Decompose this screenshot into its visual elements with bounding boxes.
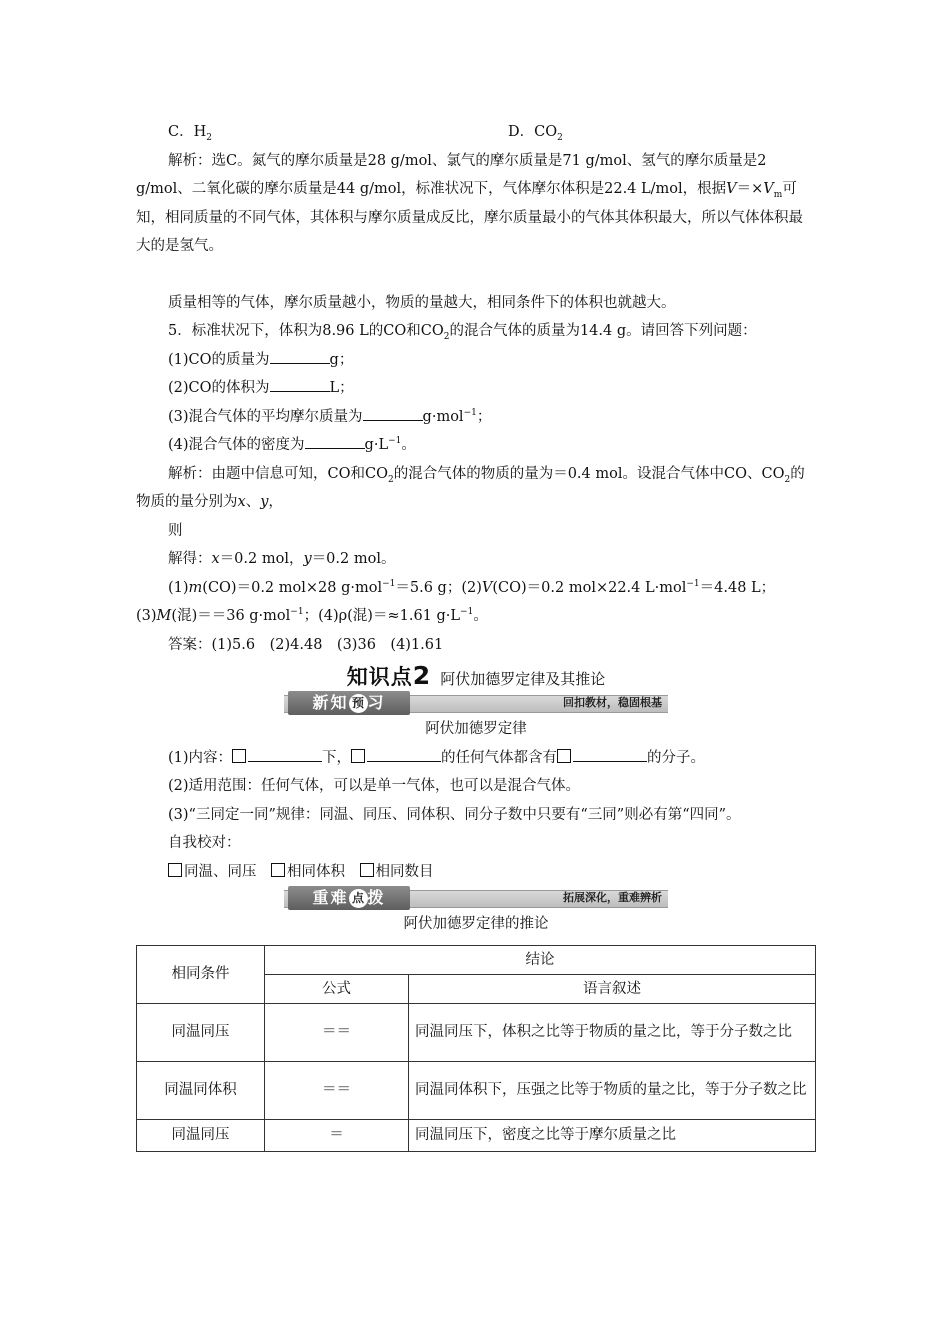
options-row [136,118,816,147]
q5-part-2: (2)CO的体积为 L； [136,374,816,403]
knowledge-point-label: 知识点 [346,665,413,689]
banner-tag: 新知 预 习 [288,691,410,715]
q5-part-4: (4)混合气体的密度为 $g\cdot L^{-1}$。 [136,431,816,460]
law-scope: (2)适用范围：任何气体，可以是单一气体，也可以是混合气体。 [168,778,581,794]
section-banner-preview [284,691,668,715]
note-text: 质量相等的气体，摩尔质量越小，物质的量越大，相同条件下的体积也就越大。 [168,294,676,311]
answer-blank[interactable] [367,747,441,762]
q5-part-1: (1)CO的质量为 g； [136,346,816,375]
knowledge-point-number: 2 [412,661,431,690]
knowledge-point-heading [136,661,816,691]
table-row: 同温同压 ＝ 同温同压下，密度之比等于摩尔质量之比 [137,1119,816,1151]
then-line: 则 [168,522,183,539]
checkbox-icon [557,749,571,763]
header-language: 语言叙述 [409,974,816,1003]
checkbox-icon [232,749,246,763]
explanation-2: 解析：由题中信息可知，CO和$CO_2$的混合气体的物质的量为＝0.4 mol。设混合气体中CO、$CO_2$的物质的量分别为x、y， [136,465,805,510]
option-d: D．$CO_2$ [508,124,563,143]
checkbox-icon [168,863,182,877]
banner-subtitle: 拓展深化，重难辨析 [563,891,662,904]
answer-blank[interactable] [270,349,330,364]
explanation-1: 解析：选C。氮气的摩尔质量是28 g/mol、氯气的摩尔质量是71 g/mol、氢气的摩尔质量是2 g/mol、二氧化碳的摩尔质量是44 g/mol，标准状况下，气体摩尔体积是22.4 L/mol，根据$V=\times V_m$可知，相同质量的不同气体，其体积与摩尔质量成反比，摩尔质量最小的气体其体积最大，所以气体体积最大的是氢气。 [136,152,803,254]
self-check-label: 自我校对： [168,835,241,851]
answer-blank[interactable] [248,747,322,762]
option-c: C．$H_2$ [168,124,212,143]
table-row: 同温同体积 ＝＝ 同温同体积下，压强之比等于物质的量之比，等于分子数之比 [137,1061,816,1119]
law-rule: (3)“三同定一同”规律：同温、同压、同体积、同分子数中只要有“三同”则必有第“四同”。 [168,806,741,823]
self-check-answers: 同温、同压 相同体积 相同数目 [136,858,816,887]
checkbox-icon [271,863,285,877]
banner-subtitle: 回扣教材，稳固根基 [563,696,662,709]
answer-blank[interactable] [363,406,423,421]
calculation-line: (1)m(CO)＝0.2 mol×28 g·mol$^{-1}$＝5.6 g；(2)V(CO)＝0.2 mol×22.4 L·mol$^{-1}$＝4.48 L；(3)M(混)＝＝36 g·mol$^{-1}$；(4)ρ(混)＝≈1.61 $g\cdot L^{-1}$。 [136,578,776,624]
document-page [136,118,816,1152]
knowledge-point-title: 阿伏加德罗定律及其推论 [440,670,606,688]
corollary-table [136,945,816,1152]
header-formula: 公式 [265,974,409,1003]
answer-blank[interactable] [305,434,365,449]
table-row: 同温同压 ＝＝ 同温同压下，体积之比等于物质的量之比，等于分子数之比 [137,1003,816,1061]
table-title: 阿伏加德罗定律的推论 [403,916,549,932]
q5-part-3: (3)混合气体的平均摩尔质量为 g·mol$^{-1}$； [136,403,816,432]
law-title: 阿伏加德罗定律 [425,721,527,737]
section-banner-key-points [284,886,668,910]
answer-blank[interactable] [270,377,330,392]
solution-line: 解得：x＝0.2 mol，y＝0.2 mol。 [168,551,396,567]
law-content: (1)内容： 下， 的任何气体都含有 的分子。 [136,744,816,773]
checkbox-icon [351,749,365,763]
header-conclusion: 结论 [265,945,816,974]
answer-blank[interactable] [573,747,647,762]
checkbox-icon [360,863,374,877]
banner-tag: 重难 点 拨 [288,886,410,910]
question-5: 5．标准状况下，体积为8.96 L的CO和$CO_2$的混合气体的质量为14.4 g。请回答下列问题： [168,323,757,342]
header-condition: 相同条件 [137,945,265,1003]
answer-line: 答案：(1)5.6 (2)4.48 (3)36 (4)1.61 [168,636,444,653]
